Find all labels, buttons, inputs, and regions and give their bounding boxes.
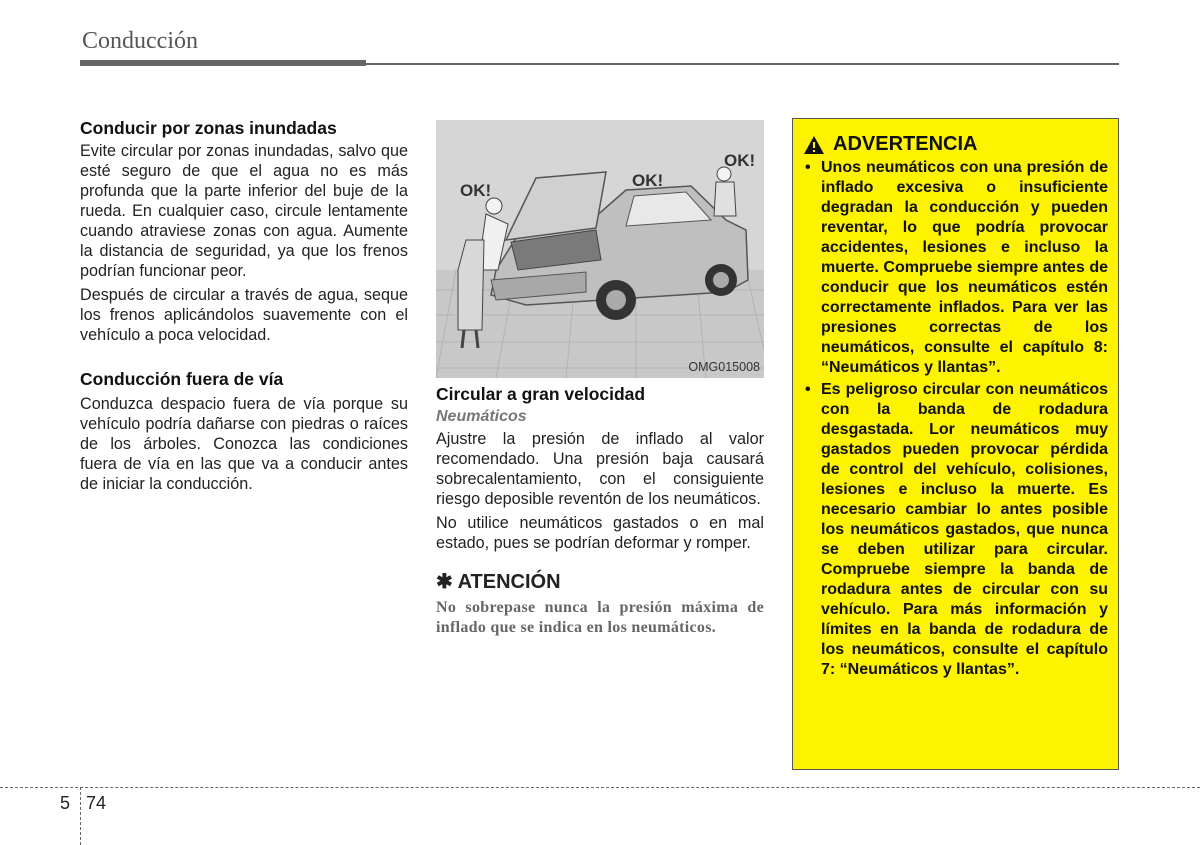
page-header-title: Conducción	[82, 28, 198, 54]
page-number: 74	[86, 793, 107, 813]
bullet-icon: •	[805, 159, 811, 176]
warning-item-text: Es peligroso circular con neumáticos con la banda de rodadura desgastada. Lor neumáticos muy gastados pueden provocar pérdida de control del vehículo, colisiones, lesiones e incluso la muerte. Es necesario cambiar lo antes posible los neumáticos gastados, que nunca se deben utilizar para circular. Compruebe siempre la banda de rodadura antes de circular con su vehículo. Para más información y límites en la banda de rodadura de los neumáticos, consulte el capítulo 7: “Neumáticos y llantas”.	[821, 381, 1108, 678]
section-subtitle-tires: Neumáticos	[436, 408, 527, 425]
section-title-flooded: Conducir por zonas inundadas	[80, 118, 337, 138]
middle-column	[436, 384, 764, 638]
section-text-highspeed-2: No utilice neumáticos gastados o en mal estado, pues se podrían deformar y romper.	[436, 514, 764, 552]
attention-title: ATENCIÓN	[457, 571, 561, 593]
header-rule-thin	[366, 63, 1119, 65]
warning-box	[792, 118, 1119, 770]
chapter-number: 5	[60, 793, 71, 813]
section-text-offroad: Conduzca despacio fuera de vía porque su vehículo podría dañarse con piedras o raíces de los árboles. Conozca las condiciones fuera de vía en las que va a conducir antes de iniciar la conducción.	[80, 395, 408, 493]
warning-title: ADVERTENCIA	[833, 133, 978, 155]
illustration-code: OMG015008	[688, 360, 760, 374]
ok-label-right: OK!	[724, 151, 756, 170]
bullet-icon: •	[805, 381, 811, 398]
warning-heading	[803, 133, 1108, 156]
asterisk-icon: ✱	[436, 571, 453, 593]
section-text-highspeed-1: Ajustre la presión de inflado al valor recomendado. Una presión baja causará sobrecalentamiento, con el consiguiente riesgo deposible reventón de los neumáticos.	[436, 430, 764, 508]
attention-heading	[436, 569, 764, 594]
warning-item	[803, 158, 1108, 378]
attention-text: No sobrepase nunca la presión máxima de inflado que se indica en los neumáticos.	[436, 599, 764, 636]
section-text-flooded-1: Evite circular por zonas inundadas, salvo que esté seguro de que el agua no es más profunda que la parte inferior del buje de la rueda. En cualquier caso, circule lentamente cuando atraviese zonas con agua. Aumente la distancia de seguridad, ya que los frenos podrían funcionar peor.	[80, 142, 408, 280]
warning-item	[803, 380, 1108, 680]
ok-label-left: OK!	[460, 181, 492, 200]
header-rule-thick	[80, 60, 366, 66]
section-title-highspeed: Circular a gran velocidad	[436, 384, 646, 404]
ok-label-middle: OK!	[632, 171, 664, 190]
footer-vertical-divider	[80, 787, 81, 845]
section-title-offroad: Conducción fuera de vía	[80, 369, 284, 389]
left-column	[80, 118, 408, 498]
car-illustration-graphic	[436, 120, 764, 378]
car-hood-illustration	[436, 120, 764, 378]
warning-item-text: Unos neumáticos con una presión de inflado excesiva o insuficiente degradan la conducción y pueden reventar, lo que podría provocar accidentes, lesiones e incluso la muerte. Compruebe siempre antes de conducir que los neumáticos estén correctamente inflados. Para ver las presiones correctas de los neumáticos, consulte el capítulo 8: “Neumáticos y llantas”.	[821, 159, 1108, 376]
section-text-flooded-2: Después de circular a través de agua, seque los frenos aplicándolos suavemente con el vehículo a poca velocidad.	[80, 286, 408, 344]
footer-divider	[0, 787, 1200, 788]
warning-triangle-icon	[803, 135, 825, 155]
